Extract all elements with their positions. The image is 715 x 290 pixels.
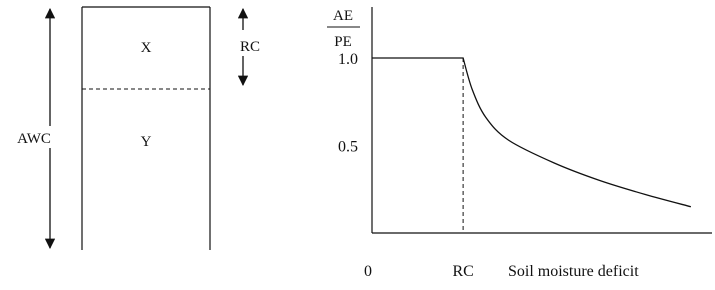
ae-pe-curve [372, 58, 691, 207]
y-tick-labels [338, 51, 358, 156]
y-label-numerator: AE [333, 8, 353, 24]
y-axis-label [327, 8, 360, 50]
x-tick-label: 0 [364, 263, 372, 280]
y-tick-label: 0.5 [338, 138, 358, 156]
x-axis-label: Soil moisture deficit [508, 263, 639, 280]
awc-label: AWC [17, 131, 51, 147]
soil-store-diagram [4, 7, 260, 250]
zone-x-label: X [140, 40, 152, 56]
y-label-denominator: PE [334, 34, 352, 50]
zone-y-label: Y [140, 134, 152, 150]
x-tick-labels [364, 263, 474, 280]
ae-pe-chart [327, 7, 712, 280]
rc-store-label: RC [239, 39, 261, 55]
y-tick-label: 1.0 [338, 51, 358, 68]
x-tick-label: RC [452, 263, 474, 280]
